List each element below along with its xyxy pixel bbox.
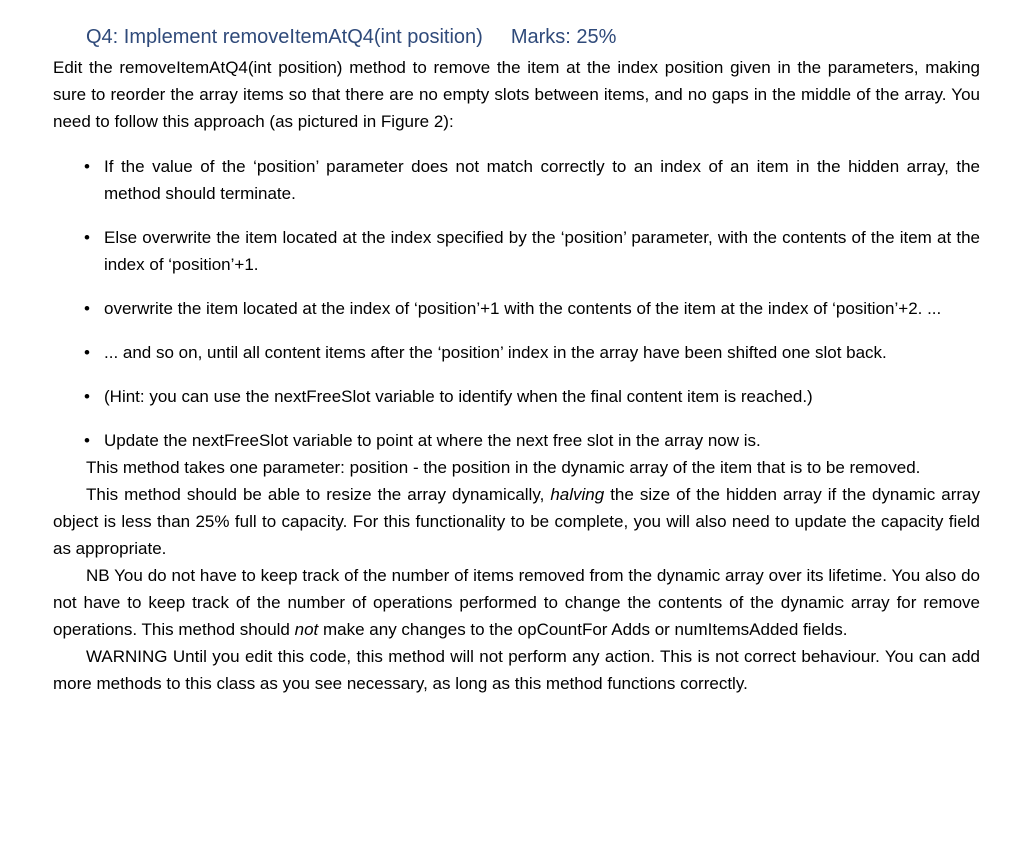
resize-emphasis: halving: [550, 485, 605, 504]
question-heading: [86, 22, 980, 52]
list-item: [53, 224, 980, 278]
bullet-icon: •: [84, 228, 90, 247]
list-item-text: (Hint: you can use the nextFreeSlot variable to identify when the final content item is reached.): [104, 387, 813, 406]
nb-text-after: make any changes to the opCountFor Adds or numItemsAdded fields.: [318, 620, 848, 639]
nb-paragraph: [53, 562, 980, 643]
list-item: [53, 383, 980, 410]
bullet-icon: •: [84, 343, 90, 362]
approach-steps-list: [53, 153, 980, 454]
nb-emphasis: not: [294, 620, 319, 639]
nb-text-before: NB You do not have to keep track of the number of items removed from the dynamic array over its lifetime. You also do not have to keep track of the number of operations performed to change the contents of the dynamic array for remove operations. This method should: [53, 566, 980, 639]
list-item: [53, 339, 980, 366]
list-item: [53, 295, 980, 322]
list-item: [53, 427, 980, 454]
list-item-text: ... and so on, until all content items after the ‘position’ index in the array have been shifted one slot back.: [104, 343, 887, 362]
bullet-icon: •: [84, 157, 90, 176]
parameter-paragraph: This method takes one parameter: position - the position in the dynamic array of the item that is to be removed.: [86, 458, 921, 477]
list-item-text: Else overwrite the item located at the index specified by the ‘position’ parameter, with the contents of the item at the index of ‘position’+1.: [104, 228, 980, 274]
list-item-text: Update the nextFreeSlot variable to point at where the next free slot in the array now is.: [104, 431, 761, 450]
list-item-text: If the value of the ‘position’ parameter does not match correctly to an index of an item in the hidden array, the method should terminate.: [104, 157, 980, 203]
list-item: [53, 153, 980, 207]
bullet-icon: •: [84, 387, 90, 406]
resize-text-before: This method should be able to resize the array dynamically,: [86, 485, 551, 504]
bullet-icon: •: [84, 431, 90, 450]
intro-paragraph: Edit the removeItemAtQ4(int position) method to remove the item at the index position given in the parameters, making sure to reorder the array items so that there are no empty slots between items, and no gaps in the middle of the array. You need to follow this approach (as pictured in Figure 2):: [53, 58, 980, 131]
resize-text-after: the size of the hidden array if the dynamic array object is less than 25% full to capacity. For this functionality to be complete, you will also need to update the capacity field as appropriate.: [53, 485, 980, 558]
resize-paragraph: [53, 481, 980, 562]
list-item-text: overwrite the item located at the index of ‘position’+1 with the contents of the item at the index of ‘position’+2. ...: [104, 299, 942, 318]
document-page: [53, 22, 980, 697]
question-marks: Marks: 25%: [510, 26, 617, 48]
bullet-icon: •: [84, 299, 90, 318]
warning-paragraph: WARNING Until you edit this code, this method will not perform any action. This is not correct behaviour. You can add more methods to this class as you see necessary, as long as this method functions correctly.: [53, 647, 980, 693]
question-title: Q4: Implement removeItemAtQ4(int position): [86, 26, 483, 48]
